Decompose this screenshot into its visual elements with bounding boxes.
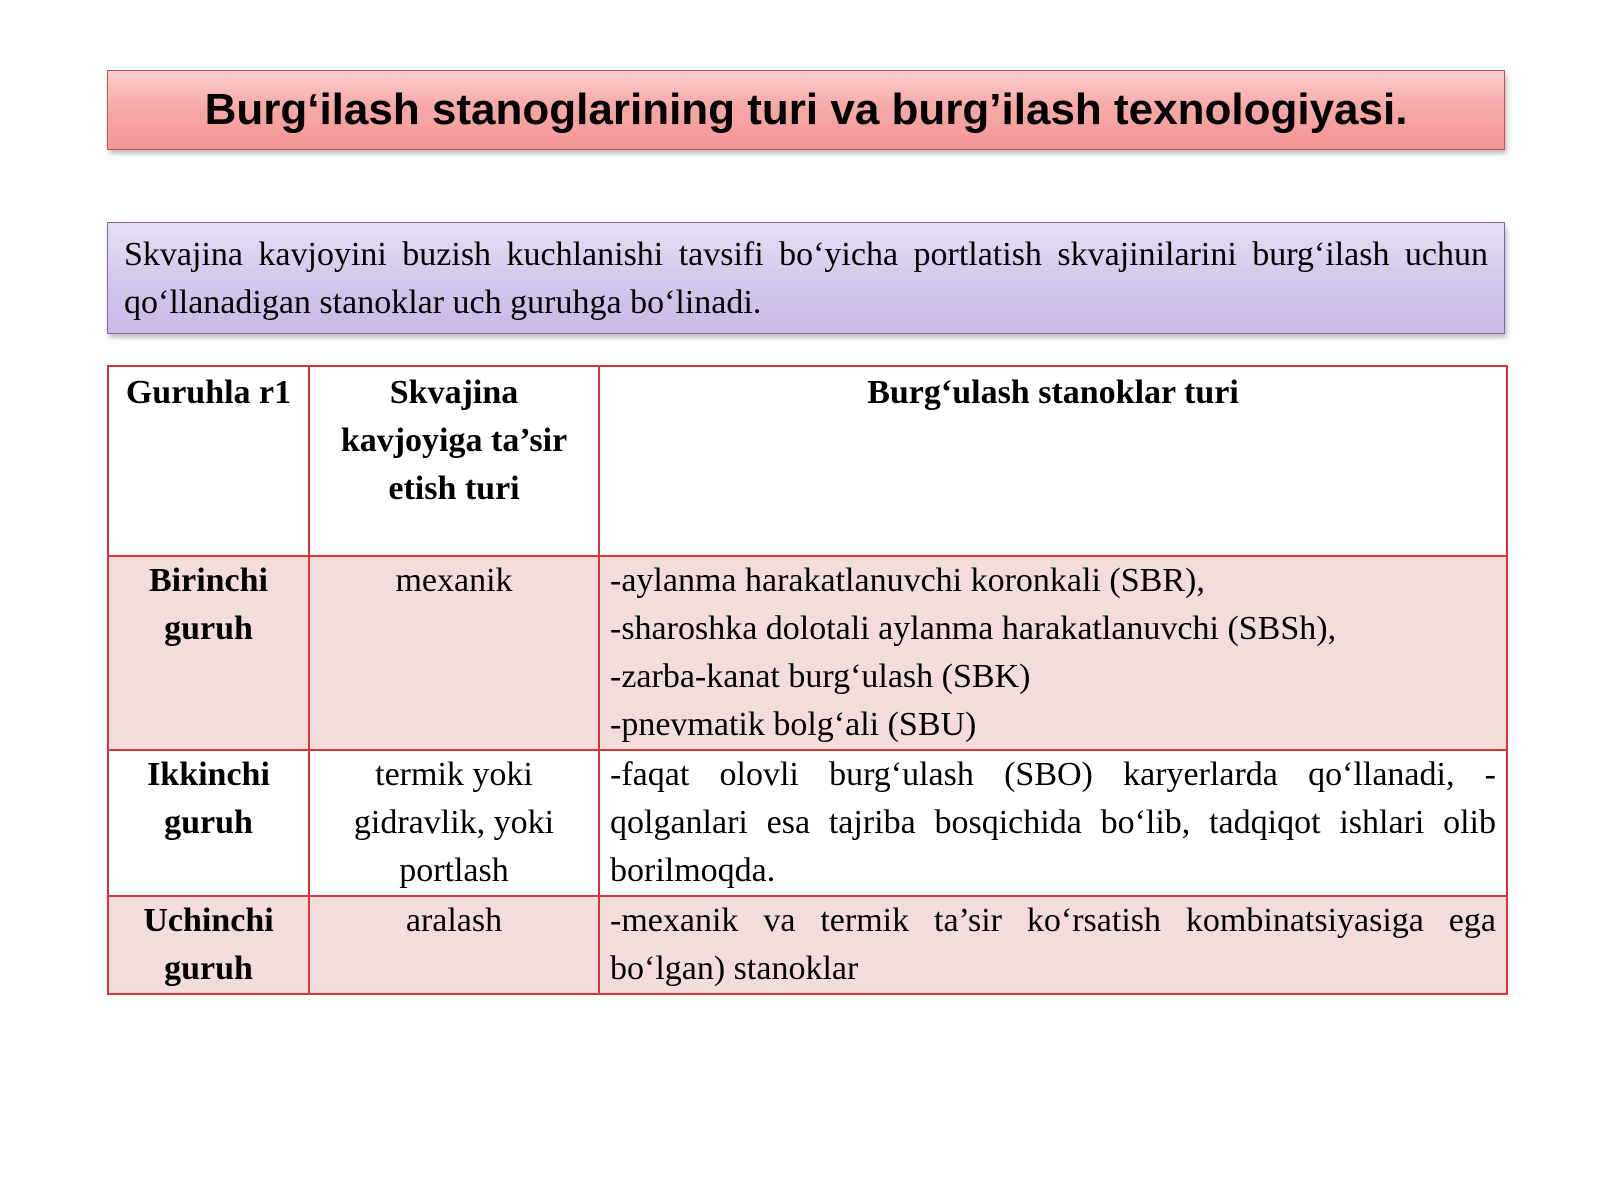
groups-table [107, 365, 1508, 995]
machine-item: -pnevmatik bolg‘ali (SBU) [610, 706, 977, 743]
table-row [108, 556, 1507, 750]
effect-cell: mexanik [309, 556, 599, 750]
table-row [108, 750, 1507, 896]
title-banner [107, 70, 1505, 150]
machines-cell: -faqat olovli burg‘ulash (SBO) karyerlarda qo‘llanadi, -qolganlari esa tajriba bosqichida bo‘lib, tadqiqot ishlari olib borilmoqda. [599, 750, 1507, 896]
table-row [108, 896, 1507, 994]
group-cell: Uchinchi guruh [108, 896, 309, 994]
intro-box [107, 222, 1505, 334]
group-cell: Ikkinchi guruh [108, 750, 309, 896]
intro-text: Skvajina kavjoyini buzish kuchlanishi tavsifi bo‘yicha portlatish skvajinilarini burg‘ilash uchun qo‘llanadigan stanoklar uch guruhga bo‘linadi. [124, 236, 1488, 321]
machines-cell [599, 556, 1507, 750]
machine-item: -aylanma harakatlanuvchi koronkali (SBR), [610, 562, 1205, 599]
group-cell: Birinchi guruh [108, 556, 309, 750]
effect-cell: aralash [309, 896, 599, 994]
machines-cell: -mexanik va termik ta’sir ko‘rsatish kombinatsiyasiga ega bo‘lgan) stanoklar [599, 896, 1507, 994]
header-group: Guruhla r1 [108, 366, 309, 556]
header-machines: Burg‘ulash stanoklar turi [599, 366, 1507, 556]
header-effect: Skvajina kavjoyiga ta’sir etish turi [309, 366, 599, 556]
machine-item: -zarba-kanat burg‘ulash (SBK) [610, 658, 1031, 695]
table-header-row [108, 366, 1507, 556]
machine-item: -sharoshka dolotali aylanma harakatlanuvchi (SBSh), [610, 610, 1337, 647]
slide-title: Burg‘ilash stanoglarining turi va burg’ilash texnologiyasi. [204, 85, 1408, 134]
effect-cell: termik yoki gidravlik, yoki portlash [309, 750, 599, 896]
